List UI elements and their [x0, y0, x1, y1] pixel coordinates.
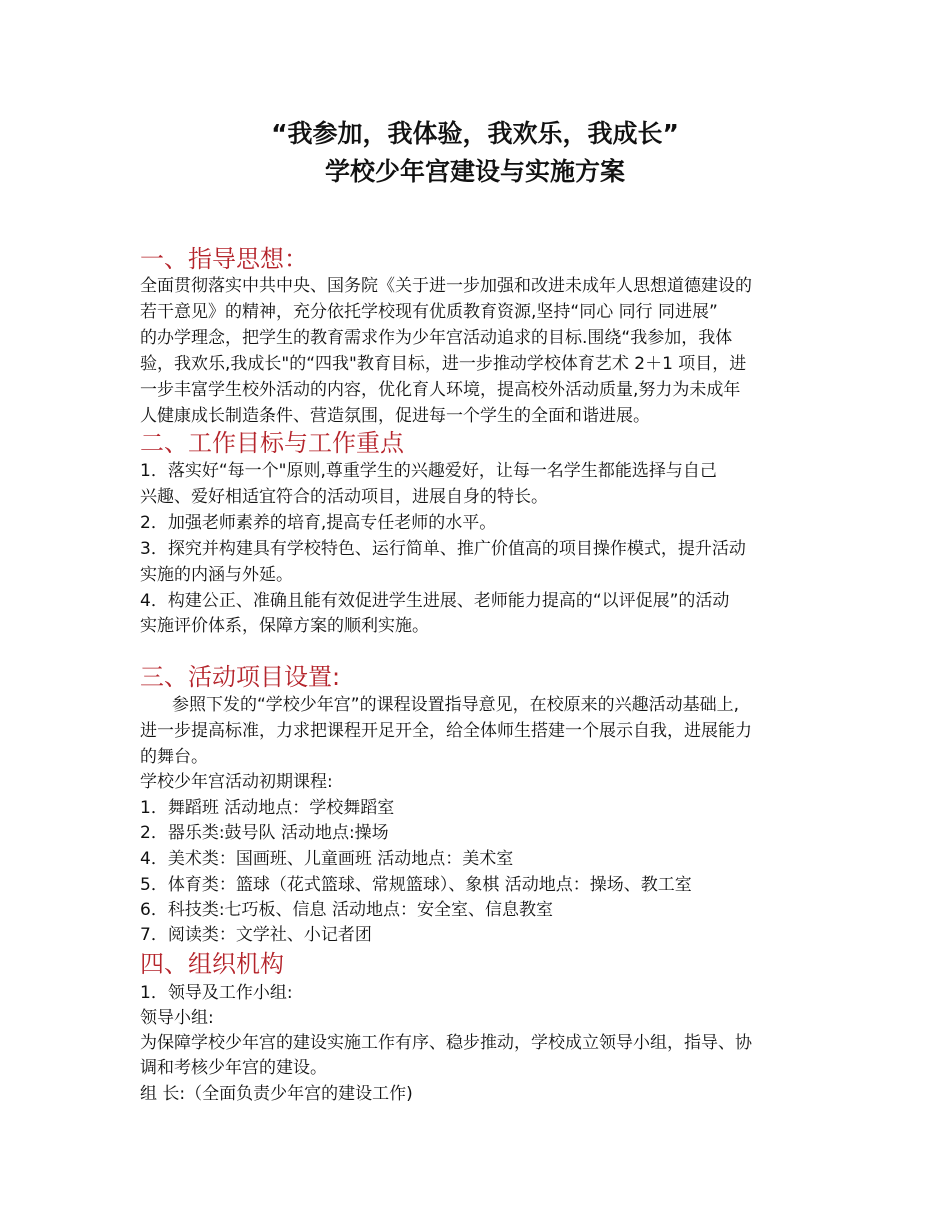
- paragraph-line: 的舞台。: [140, 747, 208, 767]
- list-item: 3．探究并构建具有学校特色、运行简单、推广价值高的项目操作模式，提升活动: [140, 539, 746, 559]
- paragraph-line: 1．领导及工作小组:: [140, 983, 293, 1003]
- paragraph-line: 全面贯彻落实中共中央、国务院《关于进一步加强和改进未成年人思想道德建设的: [140, 276, 752, 296]
- list-item: 2．器乐类:鼓号队 活动地点:操场: [140, 823, 389, 843]
- section-heading-goals: 二、工作目标与工作重点: [140, 429, 404, 457]
- list-item-continuation: 实施的内涵与外延。: [140, 565, 293, 585]
- paragraph-line: 进一步提高标准，力求把课程开足开全，给全体师生搭建一个展示自我，进展能力: [140, 721, 752, 741]
- list-item: 7．阅读类：文学社、小记者团: [140, 925, 372, 945]
- list-title: 学校少年宫活动初期课程:: [140, 772, 333, 792]
- section-heading-organization: 四、组织机构: [140, 950, 284, 978]
- list-item: 5．体育类：篮球（花式篮球、常规篮球）、象棋 活动地点：操场、教工室: [140, 875, 692, 895]
- list-item: 2．加强老师素养的培育,提高专任老师的水平。: [140, 513, 497, 533]
- list-item: 1．落实好“每一个"原则,尊重学生的兴趣爱好，让每一名学生都能选择与自己: [140, 461, 717, 481]
- list-item: 6．科技类:七巧板、信息 活动地点：安全室、信息教室: [140, 900, 553, 920]
- paragraph-line: 若干意见》的精神，充分依托学校现有优质教育资源,坚持“同心 同行 同进展”: [140, 302, 718, 322]
- paragraph-line: 参照下发的“学校少年宫”的课程设置指导意见，在校原来的兴趣活动基础上,: [172, 695, 740, 715]
- document-title-line-2: 学校少年宫建设与实施方案: [324, 157, 625, 186]
- list-item: 1．舞蹈班 活动地点：学校舞蹈室: [140, 798, 395, 818]
- paragraph-line: 的办学理念，把学生的教育需求作为少年宫活动追求的目标.围绕“我参加，我体: [140, 328, 733, 348]
- section-heading-activities: 三、活动项目设置:: [140, 663, 341, 691]
- paragraph-line: 验，我欢乐,我成长"的“四我"教育目标，进一步推动学校体育艺术 2＋1 项目，进: [140, 354, 747, 374]
- list-item: 4．美术类：国画班、儿童画班 活动地点：美术室: [140, 849, 514, 869]
- paragraph-line: 一步丰富学生校外活动的内容，优化育人环境，提高校外活动质量,努力为未成年: [140, 380, 741, 400]
- section-heading-guiding-ideology: 一、指导思想：: [140, 245, 308, 273]
- paragraph-line: 组 长:（全面负责少年宫的建设工作): [140, 1084, 413, 1104]
- paragraph-line: 人健康成长制造条件、营造氛围，促进每一个学生的全面和谐进展。: [140, 406, 650, 426]
- paragraph-line: 调和考核少年宫的建设。: [140, 1058, 327, 1078]
- list-item-continuation: 兴趣、爱好相适宜符合的活动项目，进展自身的特长。: [140, 487, 548, 507]
- list-item: 4．构建公正、准确且能有效促进学生进展、老师能力提高的“以评促展”的活动: [140, 591, 730, 611]
- list-item-continuation: 实施评价体系，保障方案的顺利实施。: [140, 616, 429, 636]
- paragraph-line: 为保障学校少年宫的建设实施工作有序、稳步推动，学校成立领导小组，指导、协: [140, 1033, 752, 1053]
- document-title-line-1: “我参加，我体验，我欢乐，我成长”: [271, 119, 679, 148]
- paragraph-line: 领导小组:: [140, 1008, 214, 1028]
